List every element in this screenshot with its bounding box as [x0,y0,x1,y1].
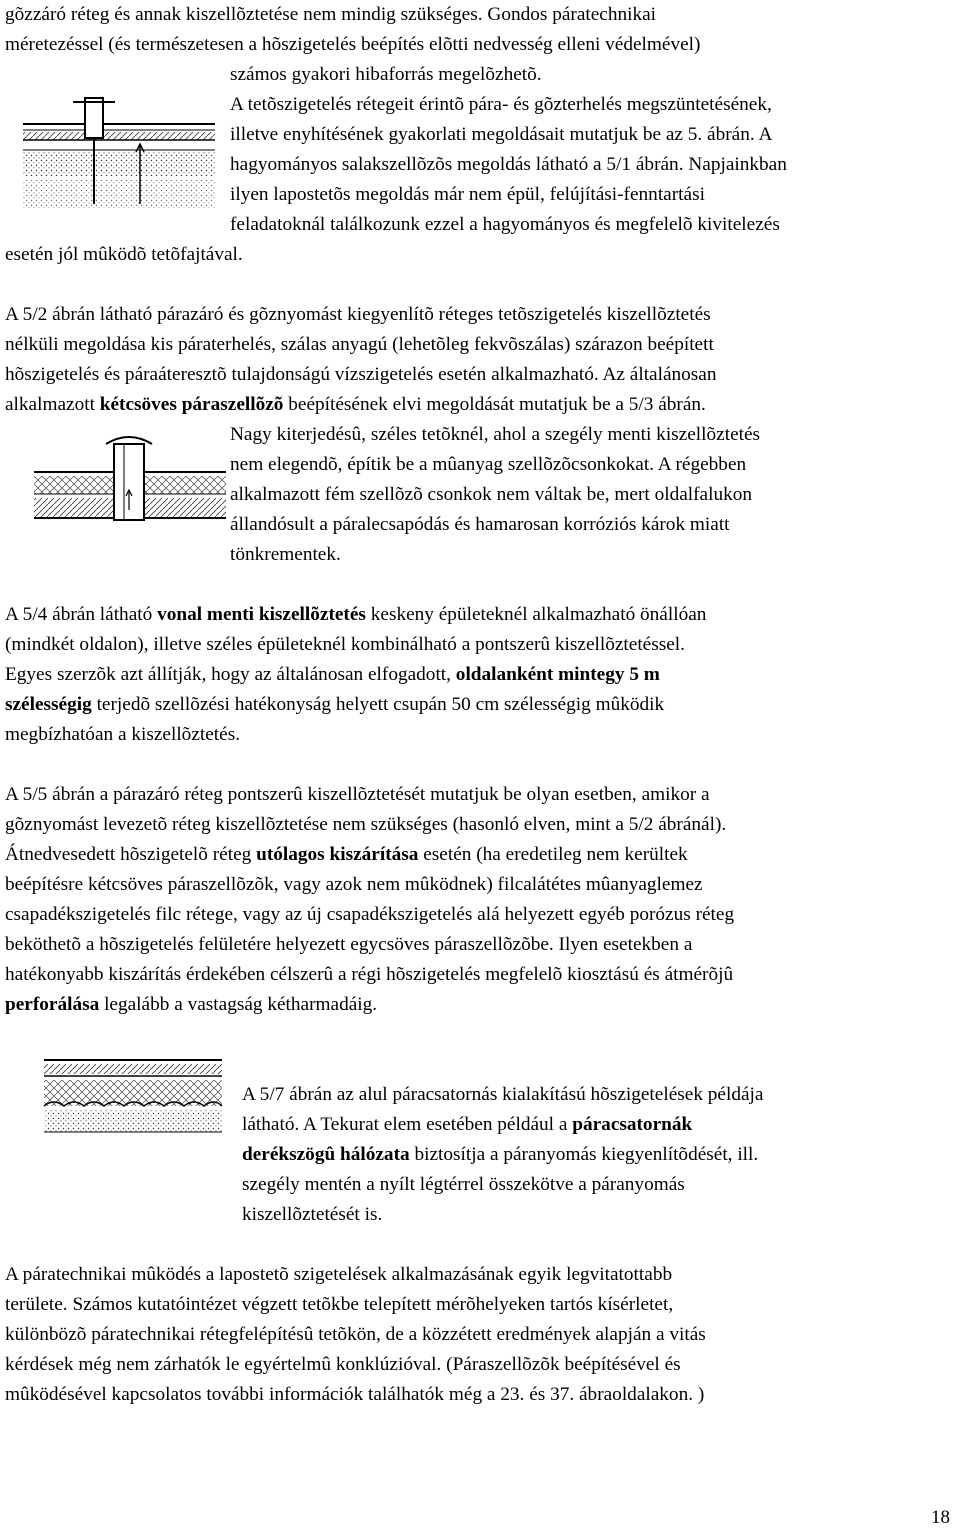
text-line [5,990,955,1020]
text-line: kiszellõztetését is. [242,1204,383,1225]
text-line: állandósult a páralecsapódás és hamarosan korróziós károk miatt [230,514,730,535]
text-line [5,690,955,720]
text-run: látható. A Tekurat elem esetében például a [242,1114,573,1135]
text-run: keskeny épületeknél alkalmazható önállóan [365,604,707,625]
bold-term: perforálása [5,994,100,1015]
text-line: kérdések még nem zárhatók le egyértelmû konklúzióval. (Páraszellõzõk beépítésével és [5,1354,681,1375]
bold-term: szélességig [5,694,92,715]
text-line: nem elegendõ, építik be a mûanyag szellõzõcsonkokat. A régebben [230,454,747,475]
text-line: A 5/2 ábrán látható párazáró és gõznyomást kiegyenlítõ réteges tetõszigetelés kiszellõztetés [5,304,711,325]
text-line [5,390,955,420]
text-line: különbözõ páratechnikai rétegfelépítésû tetõkön, de a közzétett eredmények alapján a vitás [5,1324,706,1345]
text-line: gõzzáró réteg és annak kiszellõztetése nem mindig szükséges. Gondos páratechnikai [5,4,657,25]
text-line: illetve enyhítésének gyakorlati megoldásait mutatjuk be az 5. ábrán. A [230,124,773,145]
bold-term: utólagos kiszárítása [256,844,419,865]
text-line: feladatoknál találkozunk ezzel a hagyományos és megfelelõ kivitelezés [230,214,780,235]
text-run: esetén (ha eredetileg nem kerültek [418,844,688,865]
text-line: ilyen lapostetõs megoldás már nem épül, felújítási-fenntartási [230,184,705,205]
text-line: mûködésével kapcsolatos további információk találhatók még a 23. és 37. ábraoldalakon. ) [5,1384,705,1405]
text-line: beköthetõ a hõszigetelés felületére helyezett egycsöves páraszellõzõbe. Ilyen esetekben a [5,934,693,955]
text-run: biztosítja a páranyomás kiegyenlítõdését, ill. [409,1144,759,1165]
text-line: esetén jól mûködõ tetõfajtával. [5,244,243,265]
text-line [5,660,955,690]
text-run: Átnedvesedett hõszigetelõ réteg [5,844,257,865]
text-line: csapadékszigetelés filc rétege, vagy az új csapadékszigetelés alá helyezett egyéb porózus réteg [5,904,735,925]
text-run: legalább a vastagság kétharmadáig. [99,994,378,1015]
text-line: beépítésre kétcsöves páraszellõzõk, vagy azok nem mûködnek) filcalátétes mûanyaglemez [5,874,703,895]
figure-5-3-two-pipe-vent-drawing [30,432,228,524]
text-line: A tetõszigetelés rétegeit érintõ pára- és gõzterhelés megszüntetésének, [230,94,772,115]
text-line: hatékonyabb kiszárítás érdekében célszerû a régi hõszigetelés megfelelõ kiosztású és átmérõjû [5,964,734,985]
text-run: Egyes szerzõk azt állítják, hogy az általánosan elfogadott, [5,664,456,685]
bold-term: oldalanként mintegy 5 m [455,664,660,685]
bold-term: vonal menti kiszellõztetés [157,604,366,625]
text-run: beépítésének elvi megoldását mutatjuk be a 5/3 ábrán. [283,394,706,415]
text-line [5,1140,955,1170]
text-line: A páratechnikai mûködés a lapostetõ szigetelések alkalmazásának egyik legvitatottabb [5,1264,673,1285]
text-line: tönkrementek. [230,544,341,565]
text-line: alkalmazott fém szellõzõ csonkok nem váltak be, mert oldalfalukon [230,484,753,505]
bold-term: kétcsöves páraszellõzõ [99,394,284,415]
text-line: számos gyakori hibaforrás megelõzhetõ. [230,64,542,85]
figure-5-7-vapour-channel-drawing [42,1052,224,1138]
text-line: hagyományos salakszellõzõs megoldás látható a 5/1 ábrán. Napjainkban [230,154,787,175]
text-line: megbízhatóan a kiszellõztetés. [5,724,241,745]
text-line: A 5/7 ábrán az alul páracsatornás kialakítású hõszigetelések példája [242,1084,764,1105]
figure-5-1-slag-vent-drawing [15,94,215,214]
text-line: Nagy kiterjedésû, széles tetõknél, ahol a szegély menti kiszellõztetés [230,424,761,445]
text-run: terjedõ szellõzési hatékonyság helyett csupán 50 cm szélességig mûködik [91,694,665,715]
bold-term: páracsatornák [572,1114,693,1135]
page-number: 18 [931,1507,950,1528]
text-line [5,600,955,630]
text-line: A 5/5 ábrán a párazáró réteg pontszerû kiszellõztetését mutatjuk be olyan esetben, amikor a [5,784,710,805]
text-run: A 5/4 ábrán látható [5,604,158,625]
text-line: méretezéssel (és természetesen a hõszigetelés beépítés elõtti nedvesség elleni védelmével) [5,34,701,55]
text-line: nélküli megoldása kis páraterhelés, szálas anyagú (lehetõleg fekvõszálas) szárazon beépített [5,334,714,355]
text-run: alkalmazott [5,394,100,415]
text-line: hõszigetelés és páraáteresztõ tulajdonságú vízszigetelés esetén alkalmazható. Az általánosan [5,364,717,385]
text-line: területe. Számos kutatóintézet végzett tetõkbe telepített mérõhelyeken tartós kísérletet, [5,1294,674,1315]
text-line: gõznyomást levezetõ réteg kiszellõztetése nem szükséges (hasonló elven, mint a 5/2 ábránál). [5,814,727,835]
text-line: szegély mentén a nyílt légtérrel összekötve a páranyomás [242,1174,685,1195]
text-line: (mindkét oldalon), illetve széles épületeknél kombinálható a pontszerû kiszellõztetéssel. [5,634,685,655]
bold-term: derékszögû hálózata [242,1144,410,1165]
text-line [5,840,955,870]
